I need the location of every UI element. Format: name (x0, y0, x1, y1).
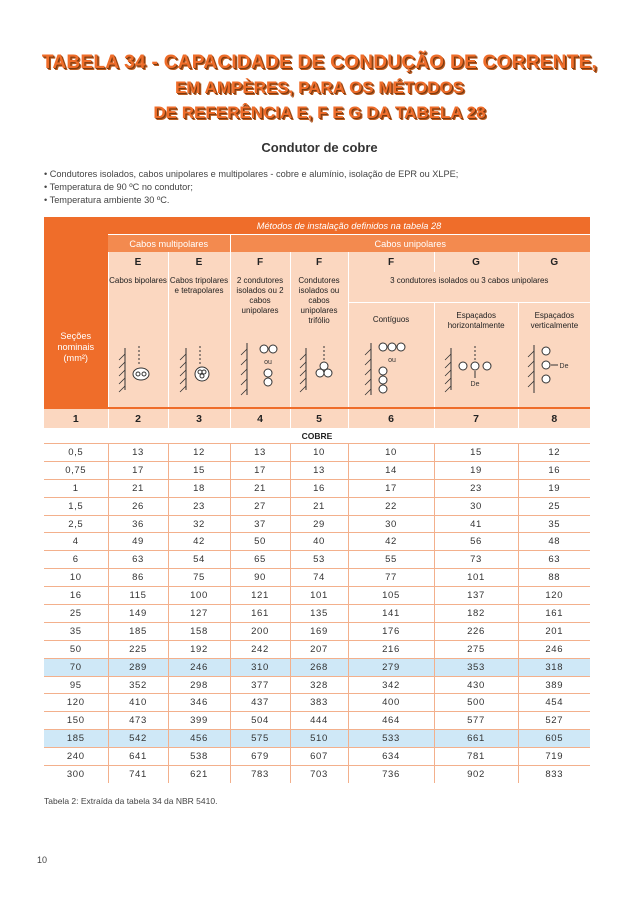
bipolar-cable-icon (113, 344, 163, 394)
value-cell: 833 (518, 766, 590, 783)
value-cell: 120 (518, 587, 590, 605)
desc-text: Condutores isolados ou cabos unipolares trifólio (298, 276, 340, 325)
secoes-label: nominais (57, 341, 95, 352)
value-cell: 10 (348, 444, 434, 462)
value-cell: 575 (230, 730, 290, 748)
method-letter: F (290, 252, 348, 272)
value-cell: 42 (348, 533, 434, 551)
value-cell: 200 (230, 622, 290, 640)
table-row (44, 569, 590, 587)
capacity-table (44, 217, 590, 783)
value-cell: 310 (230, 658, 290, 676)
table-row (44, 533, 590, 551)
table-row (44, 461, 590, 479)
value-cell: 37 (230, 515, 290, 533)
value-cell: 577 (434, 712, 518, 730)
value-cell: 121 (230, 587, 290, 605)
icon-cell (518, 331, 590, 408)
value-cell: 473 (108, 712, 168, 730)
value-cell: 353 (434, 658, 518, 676)
value-cell: 437 (230, 694, 290, 712)
table-row (44, 712, 590, 730)
table-body (44, 444, 590, 783)
value-cell: 27 (230, 497, 290, 515)
value-cell: 661 (434, 730, 518, 748)
col-number: 1 (44, 408, 108, 428)
value-cell: 377 (230, 676, 290, 694)
table-row (44, 658, 590, 676)
value-cell: 389 (518, 676, 590, 694)
icon-cell (348, 331, 434, 408)
value-cell: 500 (434, 694, 518, 712)
col-number: 2 (108, 408, 168, 428)
value-cell: 18 (168, 479, 230, 497)
desc-col4 (230, 272, 290, 331)
section-cell: 240 (44, 748, 108, 766)
value-cell: 23 (168, 497, 230, 515)
value-cell: 504 (230, 712, 290, 730)
value-cell: 161 (518, 605, 590, 623)
col-number: 4 (230, 408, 290, 428)
section-cell: 0,5 (44, 444, 108, 462)
value-cell: 22 (348, 497, 434, 515)
table-row (44, 605, 590, 623)
value-cell: 192 (168, 640, 230, 658)
table-row (44, 676, 590, 694)
method-letter: E (108, 252, 168, 272)
bullet-item: • Condutores isolados, cabos unipolares e multipolares - cobre e alumínio, isolação de EPR ou XLPE; (44, 168, 458, 181)
value-cell: 246 (518, 640, 590, 658)
table-row (44, 748, 590, 766)
value-cell: 400 (348, 694, 434, 712)
value-cell: 410 (108, 694, 168, 712)
value-cell: 19 (518, 479, 590, 497)
value-cell: 13 (290, 461, 348, 479)
value-cell: 36 (108, 515, 168, 533)
value-cell: 74 (290, 569, 348, 587)
value-cell: 268 (290, 658, 348, 676)
table-row (44, 479, 590, 497)
desc-col3 (168, 272, 230, 331)
value-cell: 26 (108, 497, 168, 515)
value-cell: 538 (168, 748, 230, 766)
desc-text: 3 condutores isolados ou 3 cabos unipolares (349, 272, 591, 303)
ou-label: ou (388, 357, 396, 364)
section-cell: 0,75 (44, 461, 108, 479)
value-cell: 10 (290, 444, 348, 462)
value-cell: 185 (108, 622, 168, 640)
table-row (44, 515, 590, 533)
secoes-label: (mm²) (63, 352, 88, 363)
method-letter: G (434, 252, 518, 272)
table-row (44, 730, 590, 748)
section-cell: 185 (44, 730, 108, 748)
value-cell: 12 (168, 444, 230, 462)
value-cell: 161 (230, 605, 290, 623)
value-cell: 21 (108, 479, 168, 497)
value-cell: 86 (108, 569, 168, 587)
value-cell: 328 (290, 676, 348, 694)
value-cell: 16 (290, 479, 348, 497)
value-cell: 50 (230, 533, 290, 551)
trefoil-icon (294, 344, 344, 394)
value-cell: 65 (230, 551, 290, 569)
value-cell: 736 (348, 766, 434, 783)
subtitle: Condutor de cobre (261, 140, 378, 155)
value-cell: 49 (108, 533, 168, 551)
value-cell: 17 (348, 479, 434, 497)
value-cell: 201 (518, 622, 590, 640)
value-cell: 16 (518, 461, 590, 479)
table-row (44, 640, 590, 658)
section-cell: 50 (44, 640, 108, 658)
value-cell: 703 (290, 766, 348, 783)
value-cell: 216 (348, 640, 434, 658)
value-cell: 141 (348, 605, 434, 623)
value-cell: 607 (290, 748, 348, 766)
section-cell: 10 (44, 569, 108, 587)
value-cell: 169 (290, 622, 348, 640)
title-line-1: TABELA 34 - CAPACIDADE DE CONDUÇÃO DE CORRENTE, (41, 52, 598, 73)
value-cell: 679 (230, 748, 290, 766)
tripolar-cable-icon (174, 344, 224, 394)
desc-text: Cabos tripolares e tetrapolares (169, 276, 229, 295)
value-cell: 63 (518, 551, 590, 569)
value-cell: 42 (168, 533, 230, 551)
value-cell: 14 (348, 461, 434, 479)
col-number: 3 (168, 408, 230, 428)
value-cell: 32 (168, 515, 230, 533)
horizontal-spaced-icon (441, 344, 511, 394)
section-cell: 70 (44, 658, 108, 676)
value-cell: 77 (348, 569, 434, 587)
table-note: Tabela 2: Extraída da tabela 34 da NBR 5410. (44, 796, 218, 806)
value-cell: 12 (518, 444, 590, 462)
value-cell: 456 (168, 730, 230, 748)
two-conductors-icon (235, 339, 285, 399)
value-cell: 464 (348, 712, 434, 730)
value-cell: 158 (168, 622, 230, 640)
value-cell: 35 (518, 515, 590, 533)
value-cell: 137 (434, 587, 518, 605)
contiguous-icon (361, 339, 421, 399)
col-number: 5 (290, 408, 348, 428)
value-cell: 15 (434, 444, 518, 462)
de-label: De (559, 363, 569, 370)
table-row (44, 622, 590, 640)
method-letter: E (168, 252, 230, 272)
method-letter: F (348, 252, 434, 272)
value-cell: 605 (518, 730, 590, 748)
table-row (44, 551, 590, 569)
value-cell: 289 (108, 658, 168, 676)
col-number: 6 (348, 408, 434, 428)
value-cell: 41 (434, 515, 518, 533)
value-cell: 719 (518, 748, 590, 766)
bullet-list (44, 168, 458, 207)
section-cell: 300 (44, 766, 108, 783)
secoes-header (44, 217, 108, 408)
group-multipolares: Cabos multipolares (108, 235, 230, 253)
table-row (44, 766, 590, 783)
page-number: 10 (37, 855, 48, 865)
icon-cell (108, 331, 168, 408)
secoes-label: Seções (60, 330, 92, 341)
vertical-spaced-icon (524, 341, 584, 397)
value-cell: 279 (348, 658, 434, 676)
value-cell: 75 (168, 569, 230, 587)
section-cell: 2,5 (44, 515, 108, 533)
icon-cell (290, 331, 348, 408)
value-cell: 13 (108, 444, 168, 462)
value-cell: 383 (290, 694, 348, 712)
bullet-item: • Temperatura de 90 ºC no condutor; (44, 181, 458, 194)
value-cell: 100 (168, 587, 230, 605)
value-cell: 621 (168, 766, 230, 783)
value-cell: 226 (434, 622, 518, 640)
value-cell: 533 (348, 730, 434, 748)
section-cell: 16 (44, 587, 108, 605)
section-cell: 4 (44, 533, 108, 551)
section-cell: 1 (44, 479, 108, 497)
value-cell: 741 (108, 766, 168, 783)
value-cell: 399 (168, 712, 230, 730)
value-cell: 19 (434, 461, 518, 479)
value-cell: 30 (434, 497, 518, 515)
table-row (44, 497, 590, 515)
value-cell: 634 (348, 748, 434, 766)
value-cell: 30 (348, 515, 434, 533)
section-cell: 120 (44, 694, 108, 712)
desc-text: 2 condutores isolados ou 2 cabos unipolares (236, 276, 284, 315)
value-cell: 55 (348, 551, 434, 569)
value-cell: 73 (434, 551, 518, 569)
title-line-3: DE REFERÊNCIA E, F E G DA TABELA 28 (153, 103, 486, 122)
value-cell: 63 (108, 551, 168, 569)
value-cell: 182 (434, 605, 518, 623)
value-cell: 23 (434, 479, 518, 497)
value-cell: 13 (230, 444, 290, 462)
desc-col5 (290, 272, 348, 331)
desc-text: Contíguos (372, 315, 410, 324)
value-cell: 902 (434, 766, 518, 783)
value-cell: 298 (168, 676, 230, 694)
value-cell: 15 (168, 461, 230, 479)
de-label: De (470, 381, 480, 388)
value-cell: 149 (108, 605, 168, 623)
section-cell: 95 (44, 676, 108, 694)
value-cell: 90 (230, 569, 290, 587)
value-cell: 101 (290, 587, 348, 605)
value-cell: 135 (290, 605, 348, 623)
value-cell: 25 (518, 497, 590, 515)
desc-col2 (108, 272, 168, 331)
value-cell: 346 (168, 694, 230, 712)
desc-text: Espaçados verticalmente (518, 303, 590, 331)
method-letter: F (230, 252, 290, 272)
table-row (44, 694, 590, 712)
value-cell: 127 (168, 605, 230, 623)
value-cell: 17 (108, 461, 168, 479)
methods-header: Métodos de instalação definidos na tabela 28 (108, 217, 590, 235)
value-cell: 352 (108, 676, 168, 694)
desc-text: Espaçados horizontalmente (434, 303, 518, 331)
section-cell: 25 (44, 605, 108, 623)
value-cell: 781 (434, 748, 518, 766)
value-cell: 246 (168, 658, 230, 676)
icon-cell (434, 331, 518, 408)
value-cell: 101 (434, 569, 518, 587)
value-cell: 242 (230, 640, 290, 658)
value-cell: 318 (518, 658, 590, 676)
value-cell: 48 (518, 533, 590, 551)
value-cell: 444 (290, 712, 348, 730)
value-cell: 430 (434, 676, 518, 694)
col-number: 7 (434, 408, 518, 428)
value-cell: 225 (108, 640, 168, 658)
value-cell: 275 (434, 640, 518, 658)
desc-group-678 (348, 272, 590, 331)
bullet-item: • Temperatura ambiente 30 ºC. (44, 194, 458, 207)
value-cell: 342 (348, 676, 434, 694)
material-label: COBRE (44, 428, 590, 444)
value-cell: 176 (348, 622, 434, 640)
value-cell: 542 (108, 730, 168, 748)
desc-text: Cabos bipolares (109, 276, 167, 285)
table-row (44, 444, 590, 462)
value-cell: 454 (518, 694, 590, 712)
value-cell: 53 (290, 551, 348, 569)
value-cell: 56 (434, 533, 518, 551)
value-cell: 54 (168, 551, 230, 569)
section-cell: 35 (44, 622, 108, 640)
ou-label: ou (264, 359, 272, 366)
value-cell: 783 (230, 766, 290, 783)
table-row (44, 587, 590, 605)
col-number: 8 (518, 408, 590, 428)
value-cell: 21 (290, 497, 348, 515)
value-cell: 88 (518, 569, 590, 587)
value-cell: 40 (290, 533, 348, 551)
section-cell: 1,5 (44, 497, 108, 515)
section-cell: 150 (44, 712, 108, 730)
value-cell: 207 (290, 640, 348, 658)
icon-cell (230, 331, 290, 408)
group-unipolares: Cabos unipolares (230, 235, 590, 253)
value-cell: 17 (230, 461, 290, 479)
value-cell: 21 (230, 479, 290, 497)
value-cell: 105 (348, 587, 434, 605)
method-letter: G (518, 252, 590, 272)
icon-cell (168, 331, 230, 408)
value-cell: 115 (108, 587, 168, 605)
value-cell: 641 (108, 748, 168, 766)
section-cell: 6 (44, 551, 108, 569)
value-cell: 510 (290, 730, 348, 748)
value-cell: 29 (290, 515, 348, 533)
value-cell: 527 (518, 712, 590, 730)
title-line-2: EM AMPÈRES, PARA OS MÉTODOS (174, 78, 465, 97)
